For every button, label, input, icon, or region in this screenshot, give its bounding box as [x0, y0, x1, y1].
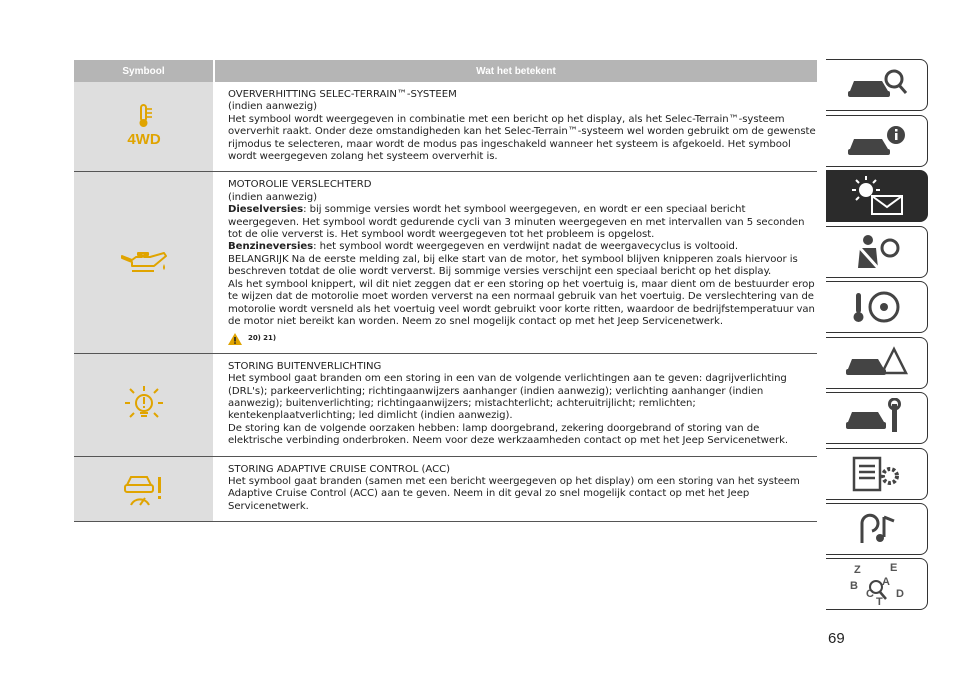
multimedia-icon: [842, 509, 912, 549]
exterior-light-failure-icon: [122, 383, 166, 427]
petrol-label: Benzineversies: [228, 241, 314, 253]
row-body: Het symbool wordt weergegeven in combinatie met een bericht op het display, als het Selec-Terrain™-systeem oververhit raakt. Onder deze omstandigheden kan het Selec-Terrain™-systeem wel worden gebruikt om de gewenste rijmodus te selecteren, maar wordt de modus pas ingeschakeld wanneer het systeem is afgekoeld. Het symbool wordt weergegeven zolang het systeem oververhit is.: [228, 113, 816, 163]
symbol-cell: [74, 457, 213, 522]
svg-text:B: B: [849, 580, 858, 592]
acc-failure-icon: [121, 471, 167, 507]
symbol-cell: [74, 82, 213, 171]
row-title: STORING BUITENVERLICHTING: [228, 360, 382, 372]
meaning-cell: [213, 172, 817, 352]
symbol-cell: [74, 172, 213, 352]
row-body: Het symbool gaat branden om een storing in een van de volgende verlichtingen aan te geven: dagrijverlichting (DRL's); parkeerverlichting; richtingaanwijzers aanhanger (indien aanwezig); verlichting aanhanger (indien aanwezig); buitenverlichting; richtingaanwijzers; mistachterlicht; achteruitrijlicht; remlichten; kentekenplaatverlichting; led dimlicht (indien aanwezig).: [228, 373, 787, 422]
table-header: [74, 60, 817, 82]
reference-numbers: 20) 21): [248, 334, 276, 343]
table-row: [74, 354, 817, 457]
oil-can-icon: [118, 248, 170, 278]
svg-text:Z: Z: [853, 564, 861, 576]
row-body-2: De storing kan de volgende oorzaken hebben: lamp doorgebrand, zekering doorgebrand of storing van de elektrische verbinding onderbroken. Neem voor deze werkzaamheden contact op met het Jeep Servicenetwerk.: [228, 422, 789, 447]
row-title: OVERVERHITTING SELEC-TERRAIN™-SYSTEEM: [228, 89, 457, 100]
page-number: 69: [828, 630, 845, 647]
car-info-icon: [842, 121, 912, 161]
table-row: [74, 457, 817, 523]
diesel-text: : bij sommige versies wordt het symbool weergegeven, en wordt er een speciaal bericht weergegeven. Het symbool wordt gedurende cycli van 3 minuten weergegeven en met intervallen van 5 seconden tot de olie ververst is. Het symbool wordt weergegeven tot het probleem is opgelost.: [228, 204, 805, 241]
sidebar-tab-index[interactable]: [826, 558, 928, 610]
sidebar-tab-emergency[interactable]: [826, 337, 928, 389]
svg-text:4WD: 4WD: [126, 130, 161, 148]
warning-reference: [228, 332, 817, 344]
sidebar-tab-starting-driving[interactable]: [826, 281, 928, 333]
meaning-cell: [213, 354, 817, 456]
sidebar-tab-knowing-car[interactable]: [826, 59, 928, 111]
row-subtitle: (indien aanwezig): [228, 101, 317, 113]
sidebar-tab-warning-lights[interactable]: [826, 170, 928, 222]
svg-text:T: T: [875, 596, 883, 607]
svg-text:D: D: [895, 588, 904, 600]
meaning-cell: [213, 82, 817, 171]
header-meaning: Wat het betekent: [213, 60, 817, 82]
symbol-cell: [74, 354, 213, 456]
table-row: [74, 172, 817, 353]
table-row: [74, 82, 817, 172]
car-search-icon: [842, 65, 912, 105]
sidebar-tab-maintenance[interactable]: [826, 392, 928, 444]
driving-wheel-icon: [842, 287, 912, 327]
important-note: BELANGRIJK Na de eerste melding zal, bij elke start van de motor, het symbool blijven knipperen zoals hiervoor is beschreven totdat de olie wordt ververst. Bij sommige versies verschijnt een speciaal bericht op het display.: [228, 253, 798, 278]
car-crash-warning-icon: [842, 343, 912, 383]
warning-triangle-icon: [228, 333, 242, 345]
diesel-label: Dieselversies: [228, 204, 304, 216]
svg-text:C: C: [865, 588, 874, 600]
seatbelt-airbag-icon: [842, 232, 912, 272]
sidebar-tab-info[interactable]: [826, 115, 928, 167]
flashing-note: Als het symbool knippert, wil dit niet zeggen dat er een storing op het voertuig is, maar dient om de bestuurder erop te wijzen dat de motorolie moet worden ververst na een normaal gebruik van het voertuig. De verslechtering van de motorolie wordt versneld als het voertuig veel wordt gebruikt voor korte ritten, waardoor de bedrijfstemperatuur van de motor niet bereikt kan worden. Neem zo snel mogelijk contact op met het Jeep Servicenetwerk.: [228, 278, 815, 327]
sidebar-tab-multimedia[interactable]: [826, 503, 928, 555]
sidebar-tab-safety[interactable]: [826, 226, 928, 278]
row-title: STORING ADAPTIVE CRUISE CONTROL (ACC): [228, 463, 450, 475]
index-letters-icon: [842, 561, 912, 607]
meaning-cell: [213, 457, 817, 522]
petrol-text: : het symbool wordt weergegeven en verdwijnt nadat de weergavecyclus is voltooid.: [313, 241, 739, 253]
svg-text:A: A: [881, 576, 890, 588]
warning-light-message-icon: [842, 174, 912, 218]
4wd-thermometer-icon: [119, 102, 169, 152]
symbol-table: [74, 60, 817, 522]
car-tools-icon: [842, 398, 912, 438]
row-subtitle: (indien aanwezig): [228, 191, 317, 203]
specs-gear-icon: [842, 454, 912, 494]
header-symbol: Symbool: [122, 65, 165, 77]
svg-text:E: E: [889, 562, 897, 574]
row-title: MOTOROLIE VERSLECHTERD: [228, 179, 372, 191]
row-body: Het symbool gaat branden (samen met een bericht weergegeven op het display) om een storing van het systeem Adaptive Cruise Control (ACC) aan te geven. Neem in dit geval zo snel mogelijk contact op met het Jeep Servicenetwerk.: [228, 475, 800, 512]
sidebar-tab-technical-data[interactable]: [826, 448, 928, 500]
